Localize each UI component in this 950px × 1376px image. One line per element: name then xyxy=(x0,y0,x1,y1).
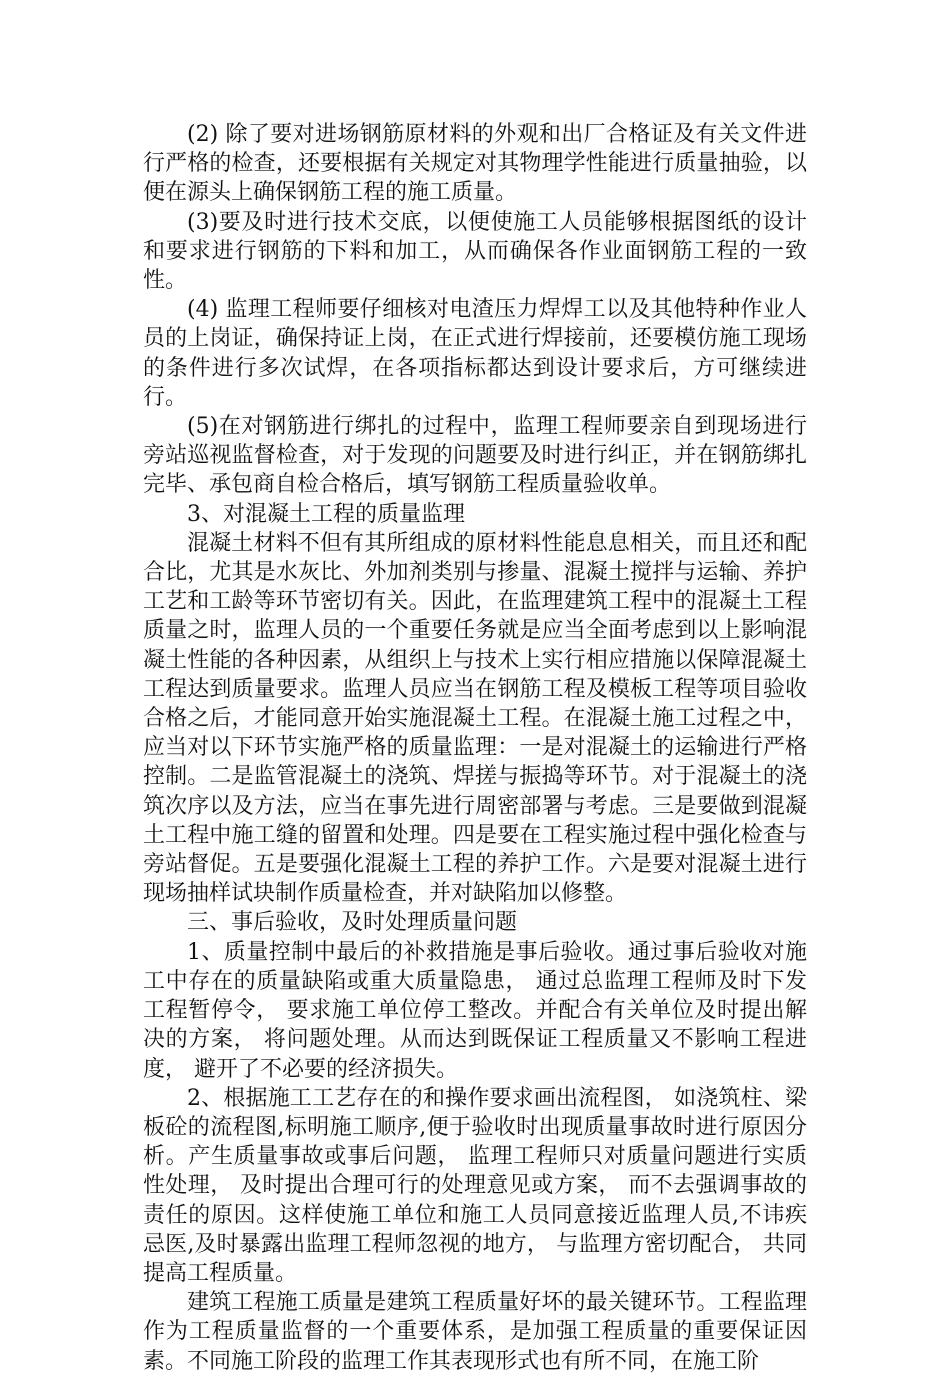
heading-post-acceptance: 三、事后验收，及时处理质量问题 xyxy=(187,910,518,936)
paragraph-post-acceptance-1: 1、质量控制中最后的补救措施是事后验收。通过事后验收对施工中存在的质量缺陷或重大质量隐患， 通过总监理工程师及时下发工程暂停令， 要求施工单位停工整改。并配合有关单位及时提出解决的方案， 将问题处理。从而达到既保证工程质量又不影响工程进度， 避开了不必要的经济损失。 xyxy=(143,939,807,1082)
paragraph-concrete-quality: 混凝土材料不但有其所组成的原材料性能息息相关，而且还和配合比，尤其是水灰比、外加剂类别与掺量、混凝土搅拌与运输、养护工艺和工龄等环节密切有关。因此，在监理建筑工程中的混凝土工程质量之时，监理人员的一个重要任务就是应当全面考虑到以上影响混凝土性能的各种因素，从组织上与技术上实行相应措施以保障混凝土工程达到质量要求。监理人员应当在钢筋工程及模板工程等项目验收合格之后，才能同意开始实施混凝土工程。在混凝土施工过程之中，应当对以下环节实施严格的质量监理：一是对混凝土的运输进行严格控制。二是监管混凝土的浇筑、焊搓与振捣等环节。对于混凝土的浇筑次序以及方法，应当在事先进行周密部署与考虑。三是要做到混凝土工程中施工缝的留置和处理。四是要在工程实施过程中强化检查与旁站督促。五是要强化混凝土工程的养护工作。六是要对混凝土进行现场抽样试块制作质量检查，并对缺陷加以修整。 xyxy=(143,530,807,907)
paragraph-rebar-inspection: (2) 除了要对进场钢筋原材料的外观和出厂合格证及有关文件进行严格的检查，还要根据有关规定对其物理学性能进行质量抽验，以便在源头上确保钢筋工程的施工质量。 xyxy=(143,122,807,206)
heading-concrete-supervision: 3、对混凝土工程的质量监理 xyxy=(187,501,465,527)
paragraph-technical-briefing: (3)要及时进行技术交底，以便使施工人员能够根据图纸的设计和要求进行钢筋的下料和加工，从而确保各作业面钢筋工程的一致性。 xyxy=(143,209,807,294)
paragraph-flowchart: 2、根据施工工艺存在的和操作要求画出流程图， 如浇筑柱、梁板砼的流程图,标明施工顺序,便于验收时出现质量事故时进行原因分析。产生质量事故或事后问题， 监理工程师只对质量问题进行实质性处理， 及时提出合理可行的处理意见或方案， 而不去强调事故的责任的原因。这样使施工单位和施工人员同意接近监理人员,不讳疾忌医,及时暴露出监理工程师忽视的地方， 与监理方密切配合， 共同提高工程质量。 xyxy=(143,1085,807,1286)
paragraph-rebar-binding: (5)在对钢筋进行绑扎的过程中，监理工程师要亲自到现场进行旁站巡视监督检查，对于发现的问题要及时进行纠正，并在钢筋绑扎完毕、承包商自检合格后，填写钢筋工程质量验收单。 xyxy=(143,414,807,498)
paragraph-welder-certification: (4) 监理工程师要仔细核对电渣压力焊焊工以及其他特种作业人员的上岗证，确保持证上岗，在正式进行焊接前，还要模仿施工现场的条件进行多次试焊，在各项指标都达到设计要求后，方可继续进行。 xyxy=(143,297,807,410)
document-body xyxy=(143,120,807,1376)
paragraph-conclusion: 建筑工程施工质量是建筑工程质量好坏的最关键环节。工程监理作为工程质量监督的一个重要体系，是加强工程质量的重要保证因素。不同施工阶段的监理工作其表现形式也有所不同，在施工阶 xyxy=(143,1290,807,1374)
